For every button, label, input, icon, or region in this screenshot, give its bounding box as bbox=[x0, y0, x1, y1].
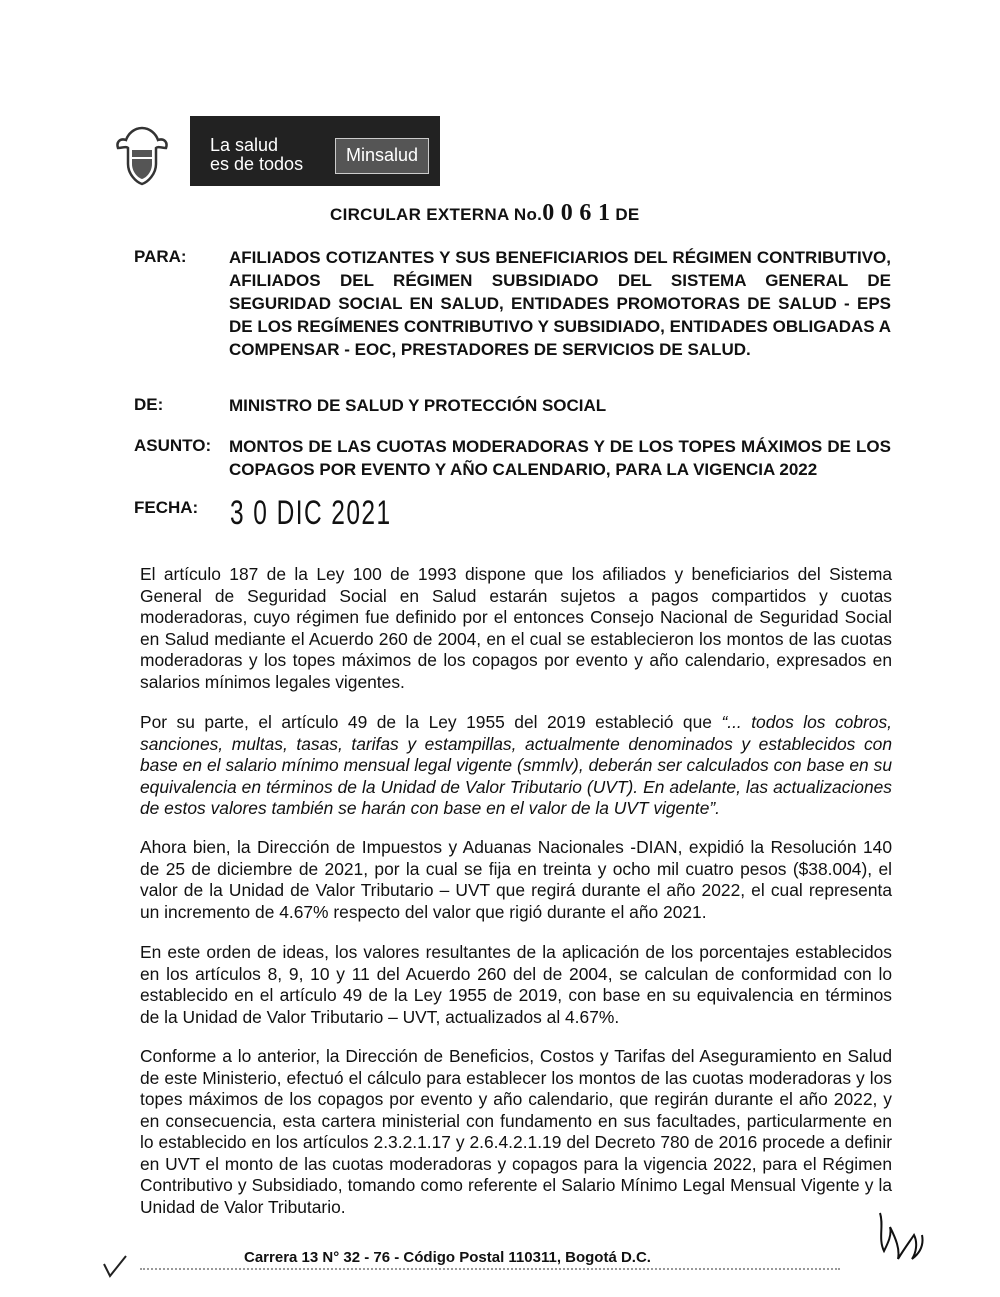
coat-of-arms-icon bbox=[112, 124, 172, 188]
paragraph-5: Conforme a lo anterior, la Dirección de Beneficios, Costos y Tarifas del Aseguramiento en Salud de este Ministerio, efectuó el cálculo para establecer los montos de las cuotas moderadoras y los topes máximos de los copagos por evento y año calendario, que regirán durante el año 2022, y en consecuencia, esta cartera ministerial con fundamento en sus facultades, particularmente en lo establecido en los artículos 2.3.2.1.17 y 2.6.4.2.1.19 del Decreto 780 de 2016 procede a definir en UVT el monto de las cuotas moderadoras y copagos para la vigencia 2022, para el Régimen Contributivo y Subsidiado, tomando como referente el Salario Mínimo Legal Mensual Vigente y la Unidad de Valor Tributario. bbox=[140, 1046, 892, 1217]
asunto-label: ASUNTO: bbox=[134, 436, 212, 455]
paragraph-1: El artículo 187 de la Ley 100 de 1993 dispone que los afiliados y beneficiarios del Sistema General de Seguridad Social en Salud estarán sujetos a pagos compartidos y cuotas moderadoras, cuyo régimen fue definido por el entonces Consejo Nacional de Seguridad Social en Salud mediante el Acuerdo 260 de 2004, en el cual se establecieron los montos de las cuotas moderadoras y los topes máximos de los copagos por evento y año calendario, expresados en salarios mínimos legales vigentes. bbox=[140, 564, 892, 692]
circular-title: CIRCULAR EXTERNA No.0 0 6 1 DE bbox=[330, 200, 640, 226]
fecha-label: FECHA: bbox=[134, 498, 199, 517]
asunto-subject: MONTOS DE LAS CUOTAS MODERADORAS Y DE LOS TOPES MÁXIMOS DE LOS COPAGOS POR EVENTO Y AÑO CALENDARIO, PARA LA VIGENCIA 2022 bbox=[229, 437, 891, 479]
paragraph-3: Ahora bien, la Dirección de Impuestos y Aduanas Nacionales -DIAN, expidió la Resolución 140 de 25 de diciembre de 2021, por la cual se fija en treinta y ocho mil cuatro pesos ($38.004), el valor de la Unidad de Valor Tributario – UVT que regirá durante el año 2022, el cual representa un incremento de 4.67% respecto del valor que rigió durante el año 2021. bbox=[140, 837, 892, 922]
minsalud-logo: Minsalud bbox=[335, 138, 429, 174]
de-label: DE: bbox=[134, 395, 164, 414]
paragraph-4: En este orden de ideas, los valores resultantes de la aplicación de los porcentajes establecidos en los artículos 8, 9, 10 y 11 del Acuerdo 260 del de 2004, se calculan de conformidad con lo establecido en el artículo 49 de la Ley 1955 de 2019, con base en su equivalencia en términos de la Unidad de Valor Tributario – UVT, actualizados al 4.67%. bbox=[140, 942, 892, 1027]
brand-slogan: La salud es de todos bbox=[210, 135, 304, 174]
para-label: PARA: bbox=[134, 247, 187, 266]
de-sender: MINISTRO DE SALUD Y PROTECCIÓN SOCIAL bbox=[229, 396, 607, 415]
footer-contact-line bbox=[140, 1268, 840, 1276]
paragraph-2: Por su parte, el artículo 49 de la Ley 1955 del 2019 estableció que “... todos los cobros, sanciones, multas, tasas, tarifas y estampillas, actualmente denominados y establecidos con base en el salario mínimo mensual legal vigente (smmlv), deberán ser calculados con base en su equivalencia en términos de la Unidad de Valor Tributario (UVT). En adelante, las actualizaciones de estos valores también se harán con base en el valor de la UVT vigente”. bbox=[140, 712, 893, 818]
signature-initials-icon bbox=[870, 1205, 930, 1265]
law-quote: “... todos los cobros, sanciones, multas, tasas, tarifas y estampillas, actualmente denominados y establecidos con base en el salario mínimo mensual legal vigente (smmlv), deberán ser calculados con base en su equivalencia en términos de la Unidad de Valor Tributario (UVT). En adelante, las actualizaciones de estos valores también se harán con base en el valor de la UVT vigente”. bbox=[140, 712, 893, 818]
fecha-stamp: 3 0 DIC 2021 bbox=[230, 494, 392, 532]
para-recipients: AFILIADOS COTIZANTES Y SUS BENEFICIARIOS DEL RÉGIMEN CONTRIBUTIVO, AFILIADOS DEL RÉGIMEN SUBSIDIADO DEL SISTEMA GENERAL DE SEGURIDAD SOCIAL EN SALUD, ENTIDADES PROMOTORAS DE SALUD - EPS DE LOS REGÍMENES CONTRIBUTIVO Y SUBSIDIADO, ENTIDADES OBLIGADAS A COMPENSAR - EOC, PRESTADORES DE SERVICIOS DE SALUD. bbox=[229, 248, 891, 359]
circular-number: 0 0 6 1 bbox=[542, 200, 611, 226]
tick-mark-icon bbox=[100, 1252, 130, 1282]
footer-address: Carrera 13 N° 32 - 76 - Código Postal 110311, Bogotá D.C. bbox=[244, 1249, 651, 1266]
